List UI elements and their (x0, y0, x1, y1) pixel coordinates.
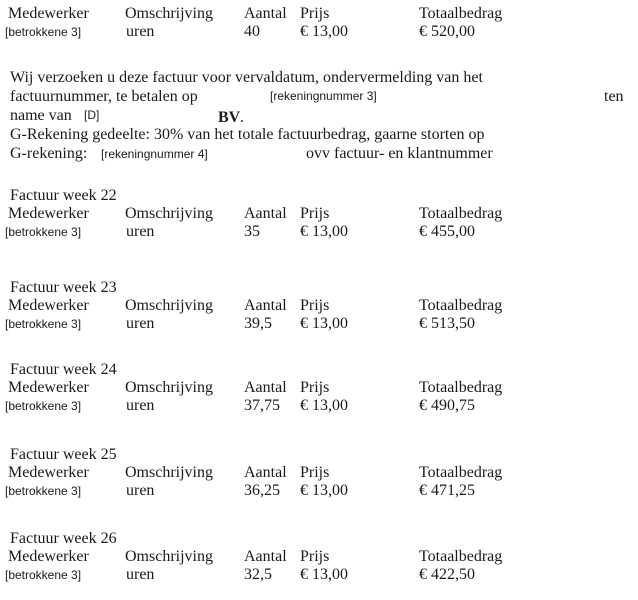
week-title: Factuur week 26 (10, 530, 117, 547)
cell-aantal: 32,5 (244, 566, 272, 583)
header-medewerker: Medewerker (8, 5, 89, 22)
cell-omschrijving: uren (126, 315, 155, 332)
header-medewerker: Medewerker (8, 379, 89, 396)
header-medewerker: Medewerker (8, 464, 89, 481)
cell-medewerker: [betrokkene 3] (5, 399, 82, 413)
cell-aantal: 35 (244, 223, 260, 240)
header-omschrijving: Omschrijving (125, 464, 213, 481)
cell-omschrijving: uren (126, 482, 155, 499)
header-prijs: Prijs (300, 379, 330, 396)
cell-prijs: € 13,00 (300, 397, 348, 414)
header-totaalbedrag: Totaalbedrag (419, 297, 503, 314)
cell-totaalbedrag: € 490,75 (419, 397, 475, 414)
payment-line-2-start: factuurnummer, te betalen op (10, 88, 198, 105)
cell-aantal: 36,25 (244, 482, 280, 499)
cell-medewerker: [betrokkene 3] (5, 568, 82, 582)
payment-company-period: . (240, 109, 244, 126)
cell-medewerker: [betrokkene 3] (5, 317, 82, 331)
week-table (0, 378, 638, 414)
cell-prijs: € 13,00 (300, 482, 348, 499)
header-aantal: Aantal (244, 297, 287, 314)
cell-medewerker: [betrokkene 3] (5, 25, 82, 39)
cell-omschrijving: uren (126, 566, 155, 583)
header-totaalbedrag: Totaalbedrag (419, 205, 503, 222)
header-totaalbedrag: Totaalbedrag (419, 464, 503, 481)
payment-company-suffix: BV (218, 109, 241, 126)
week-title: Factuur week 23 (10, 279, 117, 296)
cell-prijs: € 13,00 (300, 223, 348, 240)
header-prijs: Prijs (300, 548, 330, 565)
header-omschrijving: Omschrijving (125, 5, 213, 22)
payment-line-4: G-Rekening gedeelte: 30% van het totale factuurbedrag, gaarne storten op (10, 126, 485, 143)
payment-line-5-end: ovv factuur- en klantnummer (306, 145, 493, 162)
header-medewerker: Medewerker (8, 297, 89, 314)
header-totaalbedrag: Totaalbedrag (419, 379, 503, 396)
cell-totaalbedrag: € 422,50 (419, 566, 475, 583)
cell-aantal: 40 (244, 23, 260, 40)
payment-account-1: [rekeningnummer 3] (270, 89, 377, 103)
header-aantal: Aantal (244, 5, 287, 22)
header-aantal: Aantal (244, 379, 287, 396)
cell-omschrijving: uren (126, 223, 155, 240)
header-omschrijving: Omschrijving (125, 205, 213, 222)
header-aantal: Aantal (244, 205, 287, 222)
header-omschrijving: Omschrijving (125, 548, 213, 565)
top-invoice-table (0, 4, 638, 40)
header-medewerker: Medewerker (8, 548, 89, 565)
header-aantal: Aantal (244, 464, 287, 481)
cell-prijs: € 13,00 (300, 23, 348, 40)
week-title: Factuur week 22 (10, 187, 117, 204)
payment-recipient-name: [D] (84, 108, 100, 122)
cell-omschrijving: uren (126, 23, 155, 40)
header-medewerker: Medewerker (8, 205, 89, 222)
week-table (0, 296, 638, 332)
cell-totaalbedrag: € 513,50 (419, 315, 475, 332)
header-prijs: Prijs (300, 464, 330, 481)
cell-totaalbedrag: € 520,00 (419, 23, 475, 40)
cell-totaalbedrag: € 455,00 (419, 223, 475, 240)
header-prijs: Prijs (300, 5, 330, 22)
header-prijs: Prijs (300, 205, 330, 222)
week-title: Factuur week 24 (10, 361, 117, 378)
cell-aantal: 37,75 (244, 397, 280, 414)
payment-line-2-end: ten (604, 88, 624, 105)
cell-totaalbedrag: € 471,25 (419, 482, 475, 499)
header-totaalbedrag: Totaalbedrag (419, 548, 503, 565)
cell-omschrijving: uren (126, 397, 155, 414)
cell-aantal: 39,5 (244, 315, 272, 332)
header-aantal: Aantal (244, 548, 287, 565)
payment-line-3-start: name van (10, 107, 72, 124)
payment-line-1: Wij verzoeken u deze factuur voor vervaldatum, ondervermelding van het (10, 69, 483, 86)
header-omschrijving: Omschrijving (125, 297, 213, 314)
cell-medewerker: [betrokkene 3] (5, 225, 82, 239)
week-table (0, 204, 638, 240)
cell-prijs: € 13,00 (300, 315, 348, 332)
cell-prijs: € 13,00 (300, 566, 348, 583)
header-omschrijving: Omschrijving (125, 379, 213, 396)
cell-medewerker: [betrokkene 3] (5, 484, 82, 498)
week-table (0, 463, 638, 499)
payment-line-5-start: G-rekening: (10, 145, 88, 162)
week-table (0, 547, 638, 583)
header-totaalbedrag: Totaalbedrag (419, 5, 503, 22)
header-prijs: Prijs (300, 297, 330, 314)
week-title: Factuur week 25 (10, 446, 117, 463)
payment-account-2: [rekeningnummer 4] (101, 147, 208, 161)
